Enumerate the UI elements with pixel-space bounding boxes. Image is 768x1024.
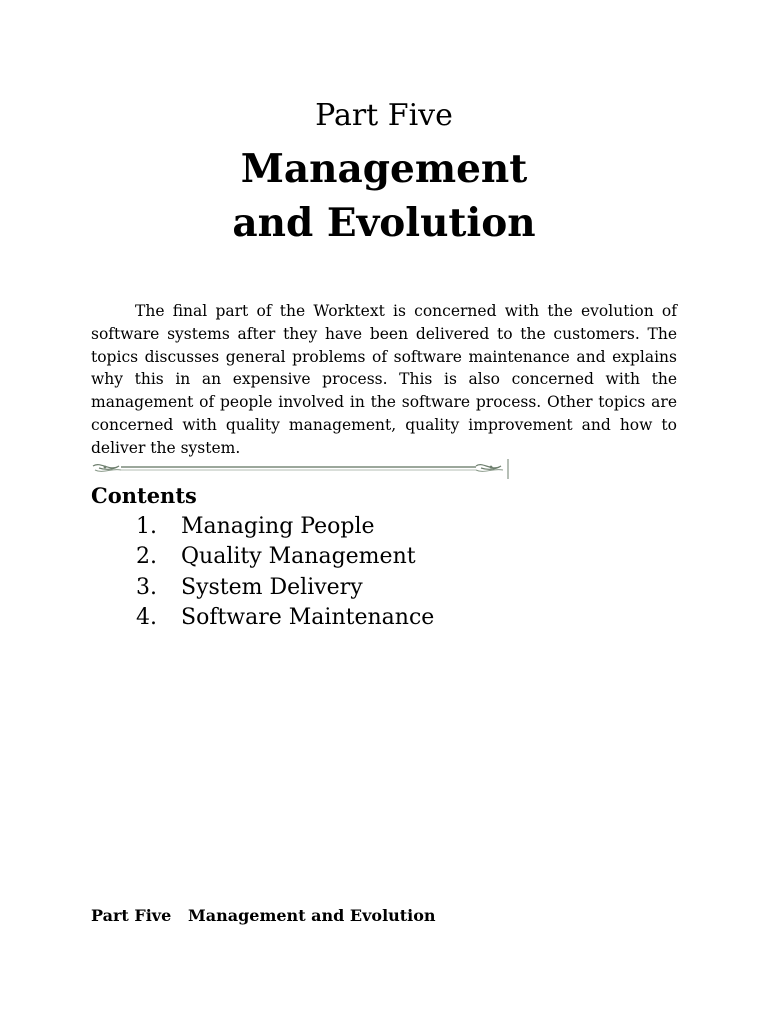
footer-title: Management and Evolution [188, 906, 436, 925]
page-title [0, 142, 768, 250]
list-item-number: 3. [136, 574, 157, 600]
page-footer [91, 904, 436, 928]
title-line-2: and Evolution [232, 200, 536, 246]
list-item-label: System Delivery [181, 574, 363, 600]
list-item-label: Managing People [181, 514, 375, 539]
intro-paragraph: The final part of the Worktext is concerned with the evolution of software systems after they have been delivered to the customers. The topics discusses general problems of software maintenance and explains why this in an expensive process. This is also concerned with the management of people involved in the software process. Other topics are concerned with quality management, quality improvement and how to deliver the system. [91, 302, 677, 457]
ornamental-divider-icon [91, 458, 511, 480]
title-line-1: Management [240, 146, 528, 192]
part-label: Part Five [315, 98, 453, 133]
list-item-number: 4. [136, 604, 157, 630]
footer-part: Part Five [91, 906, 172, 925]
list-item-label: Quality Management [181, 544, 416, 570]
list-item-number: 2. [136, 544, 157, 570]
list-item-number: 1. [136, 514, 157, 539]
list-item-label: Software Maintenance [181, 604, 435, 630]
contents-heading: Contents [91, 483, 197, 508]
